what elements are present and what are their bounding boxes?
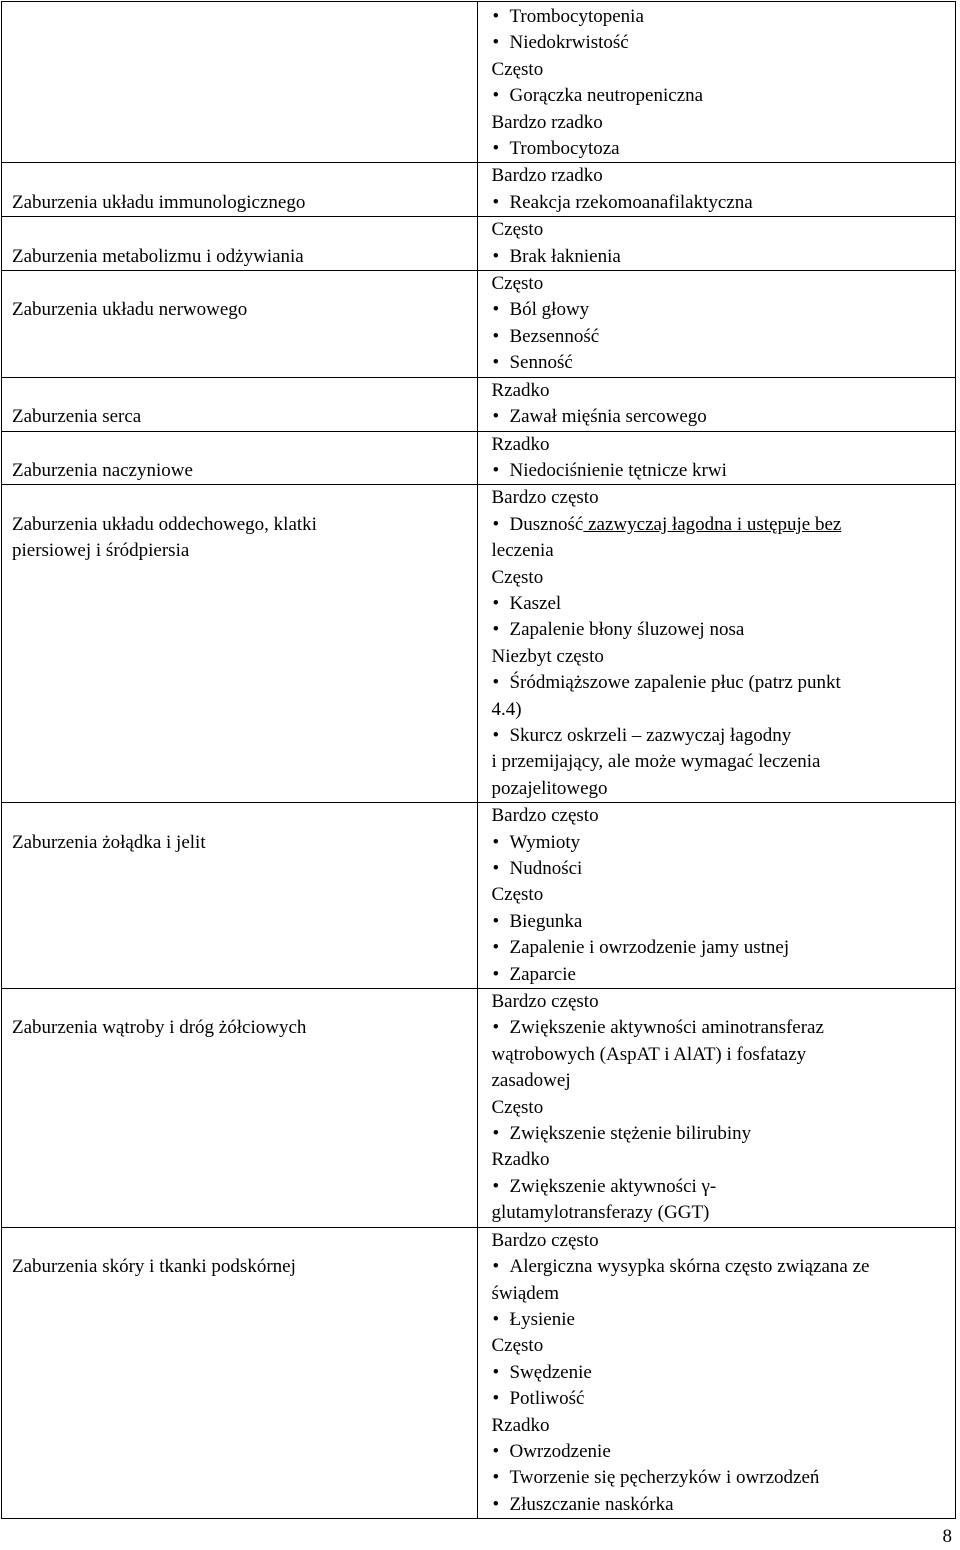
reaction-continuation: leczenia <box>491 540 554 562</box>
bullet-icon: • <box>492 6 500 27</box>
reaction-text: Nudności <box>509 858 583 879</box>
bullet-icon: • <box>492 245 500 267</box>
reaction-text: Duszność <box>509 513 584 535</box>
category-cell <box>2 217 478 271</box>
reaction-list <box>478 217 955 270</box>
reactions-cell <box>478 271 956 378</box>
frequency-label: Często <box>491 566 544 588</box>
category-label <box>2 163 477 216</box>
category-line: Zaburzenia żołądka i jelit <box>12 831 206 853</box>
reaction-item <box>478 136 955 162</box>
frequency-label: Bardzo często <box>491 805 599 827</box>
category-cell <box>2 485 478 803</box>
frequency-label: Rzadko <box>491 1414 550 1436</box>
reaction-item <box>478 244 955 270</box>
reactions-cell <box>478 217 956 271</box>
bullet-icon: • <box>492 85 500 107</box>
reaction-text: Wymioty <box>509 831 581 853</box>
reactions-cell <box>478 377 956 431</box>
reaction-text: Ból głowy <box>509 299 590 321</box>
reaction-continuation: wątrobowych (AspAT i AlAT) i fosfatazy <box>491 1043 807 1065</box>
category-cell <box>2 1227 478 1518</box>
bullet-icon: • <box>492 352 500 374</box>
bullet-icon: • <box>492 299 500 321</box>
reaction-item <box>478 190 955 216</box>
reaction-list <box>478 2 955 162</box>
reaction-text: Niedociśnienie tętnicze krwi <box>509 459 727 481</box>
reaction-text: Biegunka <box>509 910 583 932</box>
category-line: Zaburzenia układu oddechowego, klatki <box>12 513 317 535</box>
category-cell <box>2 271 478 378</box>
reaction-item <box>478 935 955 961</box>
reaction-continuation: świądem <box>491 1282 560 1304</box>
table-row <box>2 803 956 989</box>
frequency-label: Rzadko <box>491 379 550 401</box>
reaction-text: Reakcja rzekomoanafilaktyczna <box>509 191 753 213</box>
bullet-icon: • <box>492 1256 500 1278</box>
category-line: Zaburzenia skóry i tkanki podskórnej <box>12 1256 296 1278</box>
reaction-text: Złuszczanie naskórka <box>509 1493 674 1515</box>
reaction-list <box>478 378 955 431</box>
category-label <box>2 485 477 564</box>
table-row <box>2 2 956 163</box>
bullet-icon: • <box>492 1440 500 1462</box>
bullet-icon: • <box>492 619 500 641</box>
frequency-label: Bardzo często <box>491 487 599 509</box>
reactions-cell <box>478 2 956 163</box>
bullet-icon: • <box>492 1308 500 1330</box>
reaction-continuation: i przemijający, ale może wymagać leczenia <box>491 751 821 773</box>
frequency-label: Często <box>491 884 544 906</box>
category-label <box>2 432 477 485</box>
bullet-icon: • <box>492 32 500 54</box>
category-cell <box>2 989 478 1228</box>
bullet-icon: • <box>492 724 500 746</box>
reaction-item <box>478 30 955 56</box>
category-line: piersiowej i śródpiersia <box>12 540 190 562</box>
page-number: 8 <box>942 1526 952 1547</box>
bullet-icon: • <box>492 1388 500 1410</box>
reaction-text: Trombocytoza <box>509 138 620 160</box>
category-line: Zaburzenia metabolizmu i odżywiania <box>12 245 304 267</box>
reaction-item <box>478 83 955 109</box>
reaction-list <box>478 271 955 377</box>
table-row <box>2 989 956 1228</box>
bullet-icon: • <box>492 1467 500 1489</box>
category-line: Zaburzenia układu nerwowego <box>12 299 248 321</box>
reaction-text: Zapalenie i owrzodzenie jamy ustnej <box>509 937 790 959</box>
reactions-cell <box>478 1227 956 1518</box>
reaction-item <box>478 1492 955 1518</box>
bullet-icon: • <box>492 1493 500 1515</box>
frequency-label: Często <box>491 58 544 80</box>
category-line: Zaburzenia naczyniowe <box>12 459 193 481</box>
reaction-text: Skurcz oskrzeli – zazwyczaj łagodny <box>509 724 792 746</box>
bullet-icon: • <box>492 910 500 932</box>
reaction-item <box>478 1386 955 1412</box>
reaction-text: Zwiększenie aktywności γ- <box>509 1175 717 1197</box>
bullet-icon: • <box>492 325 500 347</box>
table-row <box>2 271 956 378</box>
bullet-icon: • <box>492 937 500 959</box>
category-cell <box>2 163 478 217</box>
reaction-text: Zwiększenie aktywności aminotransferaz <box>509 1017 824 1039</box>
bullet-icon: • <box>492 858 500 879</box>
reaction-text: Alergiczna wysypka skórna często związana ze <box>509 1256 870 1278</box>
reaction-item <box>478 723 955 749</box>
bullet-icon: • <box>492 191 500 213</box>
bullet-icon: • <box>492 592 500 614</box>
reactions-cell <box>478 485 956 803</box>
reaction-item <box>478 4 955 30</box>
frequency-label: Rzadko <box>491 433 550 455</box>
reaction-text: Łysienie <box>509 1308 575 1330</box>
table-row <box>2 431 956 485</box>
bullet-icon: • <box>492 513 500 535</box>
reaction-item <box>478 1015 955 1041</box>
category-cell <box>2 431 478 485</box>
reaction-item <box>478 617 955 643</box>
table-row <box>2 217 956 271</box>
category-cell <box>2 803 478 989</box>
bullet-icon: • <box>492 1017 500 1039</box>
reaction-item <box>478 856 955 882</box>
reaction-item <box>478 1174 955 1200</box>
bullet-icon: • <box>492 459 500 481</box>
bullet-icon: • <box>492 1123 500 1145</box>
reaction-item <box>478 1121 955 1147</box>
category-label <box>2 217 477 270</box>
reaction-text: Owrzodzenie <box>509 1440 611 1462</box>
reaction-text: Zawał mięśnia sercowego <box>509 406 707 428</box>
reaction-text: Zapalenie błony śluzowej nosa <box>509 619 745 641</box>
reaction-continuation: glutamylotransferazy (GGT) <box>491 1202 710 1224</box>
bullet-icon: • <box>492 963 500 985</box>
bullet-icon: • <box>492 406 500 428</box>
frequency-label: Bardzo rzadko <box>491 111 603 133</box>
table-row <box>2 485 956 803</box>
frequency-label: Rzadko <box>491 1149 550 1171</box>
reaction-item <box>478 1360 955 1386</box>
category-line: Zaburzenia wątroby i dróg żółciowych <box>12 1017 307 1039</box>
reaction-note: zazwyczaj łagodna i ustępuje bez <box>583 513 842 535</box>
frequency-label: Bardzo często <box>491 1229 599 1251</box>
reaction-continuation: zasadowej <box>491 1070 571 1092</box>
frequency-label: Bardzo często <box>491 991 599 1013</box>
reaction-item <box>478 962 955 988</box>
reaction-item <box>478 512 955 538</box>
reaction-text: Kaszel <box>509 592 562 614</box>
reaction-list <box>478 1228 955 1518</box>
reaction-text: Swędzenie <box>509 1361 592 1383</box>
bullet-icon: • <box>492 1175 500 1197</box>
reaction-item <box>478 909 955 935</box>
reaction-text: Potliwość <box>509 1388 585 1410</box>
reaction-item <box>478 458 955 484</box>
bullet-icon: • <box>492 831 500 853</box>
category-label <box>2 271 477 324</box>
table-body <box>2 2 956 1519</box>
frequency-label: Często <box>491 1335 544 1357</box>
reaction-item <box>478 1439 955 1465</box>
reactions-cell <box>478 163 956 217</box>
reaction-list <box>478 803 955 988</box>
bullet-icon: • <box>492 1361 500 1383</box>
category-label <box>2 803 477 856</box>
reactions-cell <box>478 989 956 1228</box>
reaction-text: Zwiększenie stężenie bilirubiny <box>509 1123 752 1145</box>
reactions-cell <box>478 431 956 485</box>
reaction-text: Śródmiąższowe zapalenie płuc (patrz punkt <box>509 672 841 694</box>
reaction-continuation: pozajelitowego <box>491 777 608 799</box>
reaction-item <box>478 404 955 430</box>
table-row <box>2 1227 956 1518</box>
frequency-label: Niezbyt często <box>491 645 604 667</box>
adverse-reactions-table <box>1 1 956 1519</box>
category-cell <box>2 377 478 431</box>
reaction-text: Gorączka neutropeniczna <box>509 85 704 107</box>
reaction-text: Brak łaknienia <box>509 245 621 267</box>
category-line: Zaburzenia serca <box>12 406 142 428</box>
reaction-item <box>478 350 955 376</box>
frequency-label: Często <box>491 273 544 295</box>
reaction-item <box>478 1307 955 1333</box>
table-row <box>2 377 956 431</box>
reaction-text: Trombocytopenia <box>509 6 644 27</box>
category-label <box>2 1228 477 1281</box>
reaction-list <box>478 989 955 1227</box>
frequency-label: Często <box>491 1096 544 1118</box>
reactions-cell <box>478 803 956 989</box>
category-label <box>2 378 477 431</box>
reaction-text: Senność <box>509 352 573 374</box>
reaction-list <box>478 485 955 802</box>
reaction-item <box>478 1465 955 1491</box>
bullet-icon: • <box>492 672 500 694</box>
reaction-item <box>478 324 955 350</box>
frequency-label: Często <box>491 219 544 241</box>
category-line: Zaburzenia układu immunologicznego <box>12 191 306 213</box>
bullet-icon: • <box>492 138 500 160</box>
category-label <box>2 989 477 1042</box>
reaction-text: Niedokrwistość <box>509 32 629 54</box>
table-row <box>2 163 956 217</box>
reaction-text: Tworzenie się pęcherzyków i owrzodzeń <box>509 1467 820 1489</box>
reaction-item <box>478 670 955 696</box>
reaction-text: Zaparcie <box>509 963 576 985</box>
reaction-item <box>478 830 955 856</box>
category-cell <box>2 2 478 163</box>
reaction-item <box>478 1254 955 1280</box>
frequency-label: Bardzo rzadko <box>491 165 603 187</box>
reaction-continuation: 4.4) <box>491 698 522 720</box>
reaction-list <box>478 432 955 485</box>
reaction-text: Bezsenność <box>509 325 600 347</box>
reaction-item <box>478 297 955 323</box>
reaction-item <box>478 591 955 617</box>
reaction-list <box>478 163 955 216</box>
